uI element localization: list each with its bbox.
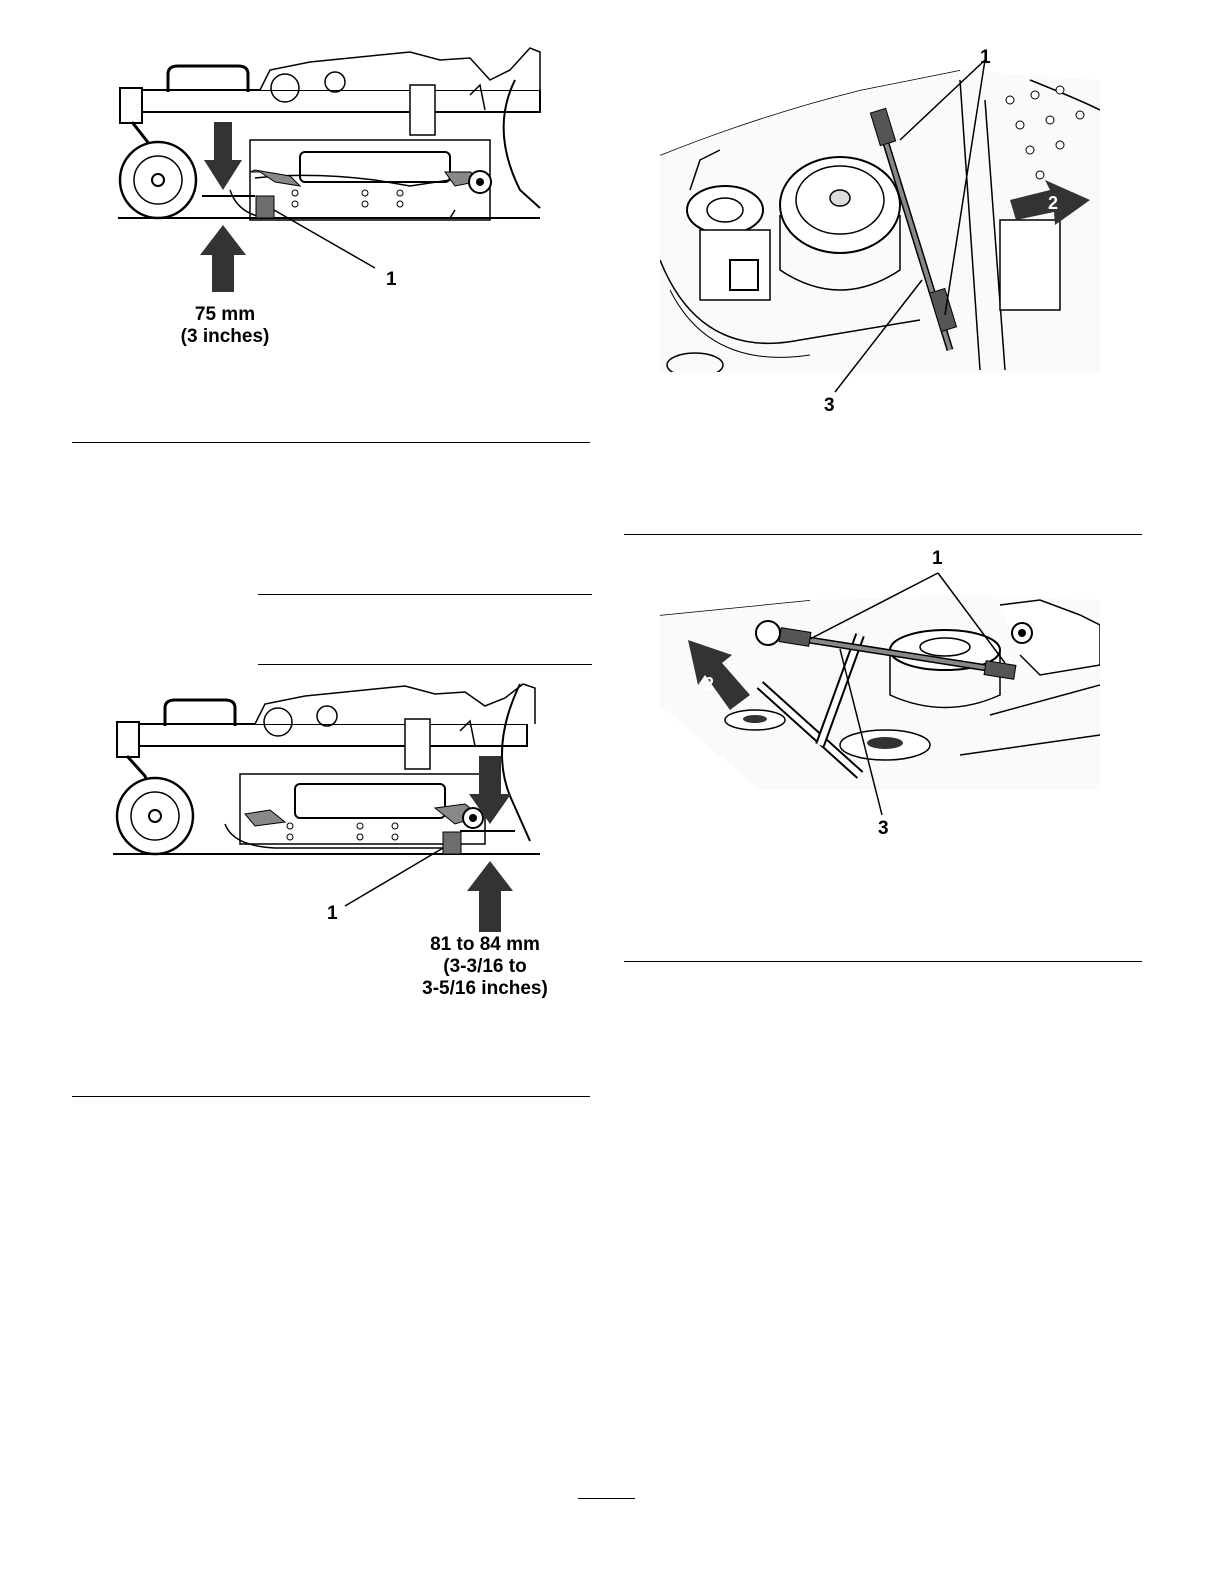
callout-1: 1: [327, 903, 338, 924]
up-arrow: [105, 856, 565, 936]
divider-rule: [624, 534, 1142, 535]
dimension-imperial-2: 3-5/16 inches): [422, 978, 548, 999]
callout-3: 3: [878, 818, 889, 839]
table-rule-bottom: [258, 664, 592, 665]
figure-linkage-adjustment-side: [660, 545, 1120, 845]
leader-lines: [660, 545, 1120, 845]
divider-rule: [72, 1096, 590, 1097]
callout-1: 1: [980, 47, 991, 68]
callout-1: 1: [932, 548, 943, 569]
mower-side-illustration: [105, 676, 565, 876]
callout-3: 3: [824, 395, 835, 416]
page-number-rule: [578, 1498, 635, 1499]
dimension-label: [400, 934, 570, 1000]
table-rule-top: [258, 594, 592, 595]
callout-1: 1: [386, 269, 397, 290]
leader-lines: [660, 40, 1120, 420]
callout-2: 2: [1048, 193, 1059, 213]
divider-rule: [624, 961, 1142, 962]
figure-deck-rear-height: [105, 676, 565, 1006]
dimension-metric: 81 to 84 mm: [430, 934, 540, 955]
callout-2: 2: [704, 674, 715, 694]
figure-deck-front-height: [110, 40, 560, 360]
divider-rule: [72, 442, 590, 443]
dimension-metric: 75 mm: [194, 304, 256, 325]
figure-linkage-adjustment-top: [660, 40, 1120, 420]
dimension-label: [160, 304, 290, 348]
dimension-imperial: (3 inches): [180, 326, 270, 347]
dimension-imperial-1: (3-3/16 to: [443, 956, 527, 977]
